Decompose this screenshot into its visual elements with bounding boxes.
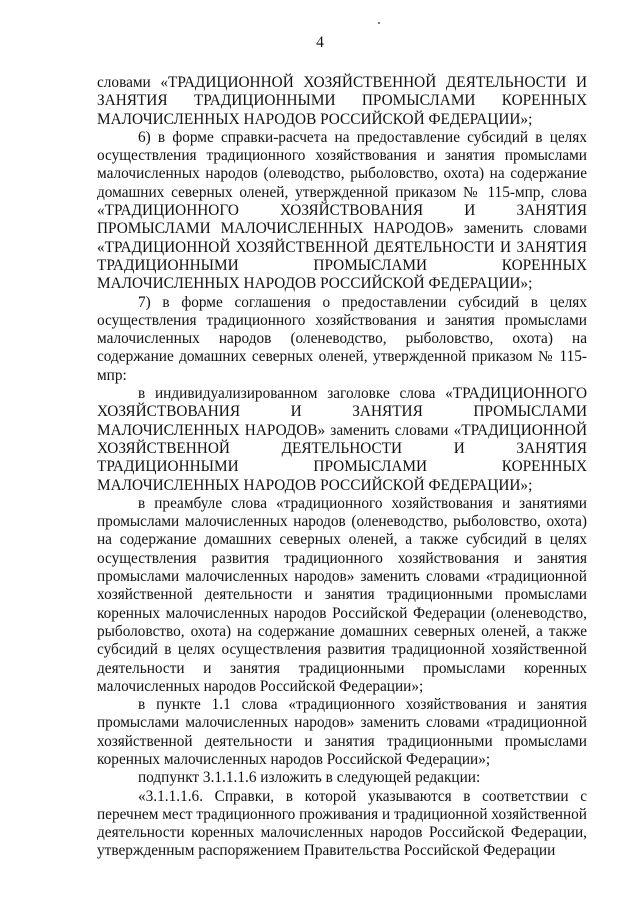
- paragraph: словами «ТРАДИЦИОННОЙ ХОЗЯЙСТВЕННОЙ ДЕЯТЕЛЬНОСТИ И ЗАНЯТИЯ ТРАДИЦИОННЫМИ ПРОМЫСЛАМИ КОРЕННЫХ МАЛОЧИСЛЕННЫХ НАРОДОВ РОССИЙСКОЙ ФЕДЕРАЦИИ»;: [97, 74, 587, 128]
- paragraph: в преамбуле слова «традиционного хозяйствования и занятиями промыслами малочисленных народов (оленеводство, рыболовство, охота) на содержание домашних северных оленей, а также субсидий в целях осуществления развития традиционного хозяйствования и занятия промыслами малочисленных народов» заменить словами «традиционной хозяйственной деятельности и занятия традиционными промыслами коренных малочисленных народов Российской Федерации (оленеводство, рыболовство, охота) на содержание домашних северных оленей, а также субсидий в целях осуществления развития традиционной хозяйственной деятельности и занятия традиционными промыслами коренных малочисленных народов Российской Федерации»;: [97, 494, 587, 695]
- paragraph: «3.1.1.1.6. Справки, в которой указываются в соответствии с перечнем мест традиционного проживания и традиционной хозяйственной деятельности коренных малочисленных народов Российской Федерации, утвержденным распоряжением Правительства Российской Федерации: [97, 787, 587, 860]
- page-number: 4: [316, 34, 324, 51]
- paragraph: подпункт 3.1.1.1.6 изложить в следующей редакции:: [138, 769, 481, 787]
- paragraph: в пункте 1.1 слова «традиционного хозяйствования и занятия промыслами малочисленных народов» заменить словами «традиционной хозяйственной деятельности и занятия традиционными промыслами коренных малочисленных народов Российской Федерации»;: [97, 696, 587, 768]
- paragraph: 7) в форме соглашения о предоставлении субсидий в целях осуществления традиционного хозяйствования и занятия промыслами малочисленных народов (оленеводство, рыболовство, охота) на содержание домашних северных оленей, утвержденной приказом № 115-мпр:: [97, 293, 587, 384]
- paragraph: 6) в форме справки-расчета на предоставление субсидий в целях осуществления традиционного хозяйствования и занятия промыслами малочисленных народов (олеводство, рыболовство, охота) на содержание домашних северных оленей, утвержденной приказом № 115-мпр, слова «ТРАДИЦИОННОГО ХОЗЯЙСТВОВАНИЯ И ЗАНЯТИЯ ПРОМЫСЛАМИ МАЛОЧИСЛЕННЫХ НАРОДОВ» заменить словами «ТРАДИЦИОННОЙ ХОЗЯЙСТВЕННОЙ ДЕЯТЕЛЬНОСТИ И ЗАНЯТИЯ ТРАДИЦИОННЫМИ ПРОМЫСЛАМИ КОРЕННЫХ МАЛОЧИСЛЕННЫХ НАРОДОВ РОССИЙСКОЙ ФЕДЕРАЦИИ»;: [97, 128, 587, 293]
- paragraph: в индивидуализированном заголовке слова «ТРАДИЦИОННОГО ХОЗЯЙСТВОВАНИЯ И ЗАНЯТИЯ ПРОМЫСЛАМИ МАЛОЧИСЛЕННЫХ НАРОДОВ» заменить словами «ТРАДИЦИОННОЙ ХОЗЯЙСТВЕННОЙ ДЕЯТЕЛЬНОСТИ И ЗАНЯТИЯ ТРАДИЦИОННЫМИ ПРОМЫСЛАМИ КОРЕННЫХ МАЛОЧИСЛЕННЫХ НАРОДОВ РОССИЙСКОЙ ФЕДЕРАЦИИ»;: [97, 385, 587, 494]
- scan-dot-mark: [378, 22, 380, 24]
- document-body: [97, 74, 587, 861]
